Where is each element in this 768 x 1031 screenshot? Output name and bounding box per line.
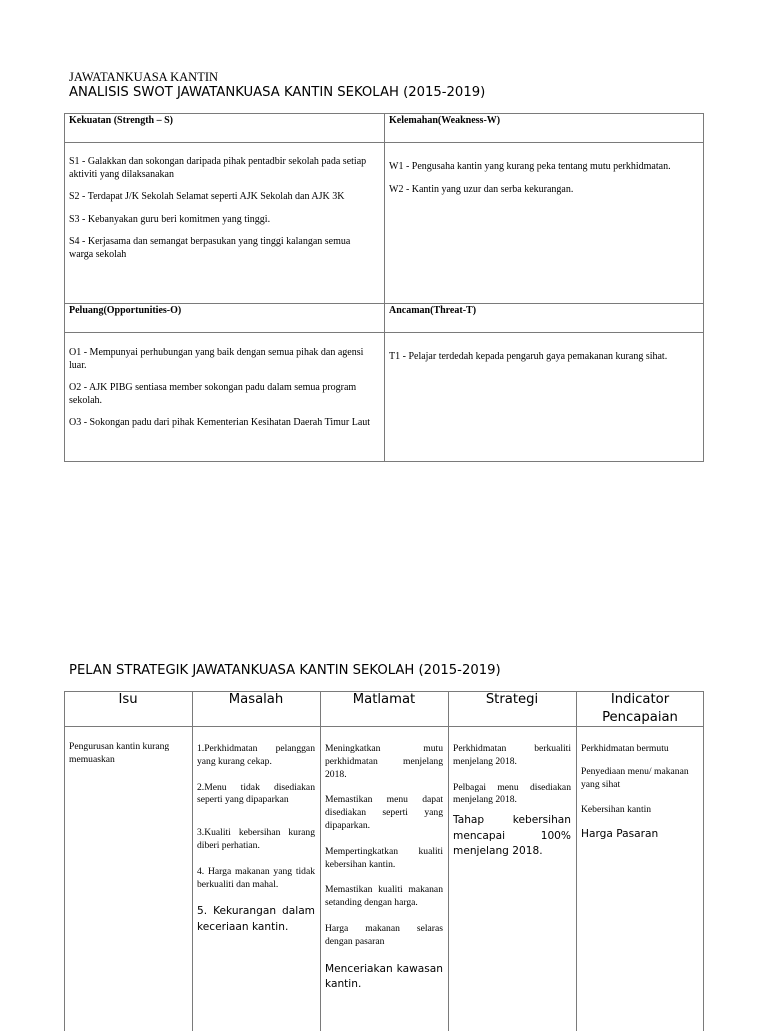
- table-border: [703, 691, 704, 1031]
- indicator-item: Penyediaan menu/ makanan yang sihat: [581, 765, 689, 790]
- isu-item: Pengurusan kantin kurang memuaskan: [69, 741, 170, 765]
- table-border: [64, 691, 65, 1031]
- threats-list: [389, 351, 679, 374]
- strategi-item: Pelbagai menu disediakan menjelang 2018.: [453, 781, 571, 806]
- strengths-header: Kekuatan (Strength – S): [69, 115, 173, 126]
- table-border: [192, 691, 193, 1031]
- opportunities-list: [69, 347, 379, 440]
- matlamat-item: Memastikan menu dapat disediakan seperti yang dipaparkan.: [325, 794, 443, 831]
- strength-item: S2 - Terdapat J/K Sekolah Selamat seperti AJK Sekolah dan AJK 3K: [69, 191, 345, 202]
- column-header-masalah: Masalah: [228, 692, 284, 707]
- strategi-item: Tahap kebersihan mencapai 100% menjelang 2018.: [453, 814, 571, 858]
- weakness-item: W2 - Kantin yang uzur dan serba kekurangan.: [389, 183, 574, 195]
- swot-title: ANALISIS SWOT JAWATANKUASA KANTIN SEKOLAH (2015-2019): [69, 85, 486, 100]
- indicator-cell: [581, 743, 699, 856]
- column-header-isu: Isu: [118, 692, 138, 707]
- strength-item: S1 - Galakkan dan sokongan daripada pihak pentadbir sekolah pada setiap aktiviti yang dilaksanakan: [69, 156, 367, 180]
- strength-item: S3 - Kebanyakan guru beri komitmen yang tinggi.: [69, 213, 271, 225]
- weakness-item: W1 - Pengusaha kantin yang kurang peka tentang mutu perkhidmatan.: [389, 161, 671, 172]
- table-border: [64, 113, 65, 462]
- matlamat-item: Mempertingkatkan kualiti kebersihan kantin.: [325, 845, 443, 870]
- opportunity-item: O1 - Mempunyai perhubungan yang baik dengan semua pihak dan agensi luar.: [69, 347, 364, 371]
- opportunity-item: O2 - AJK PIBG sentiasa member sokongan padu dalam semua program sekolah.: [69, 382, 357, 406]
- strengths-list: [69, 156, 374, 271]
- weaknesses-header: Kelemahan(Weakness-W): [389, 115, 501, 126]
- table-border: [320, 691, 321, 1031]
- masalah-item: 1.Perkhidmatan pelanggan yang kurang cekap.: [197, 743, 315, 767]
- masalah-item: 2.Menu tidak disediakan seperti yang dipaparkan: [197, 781, 315, 806]
- table-border: [384, 113, 385, 462]
- plan-title: PELAN STRATEGIK JAWATANKUASA KANTIN SEKOLAH (2015-2019): [69, 663, 501, 678]
- indicator-item: Perkhidmatan bermutu: [581, 743, 669, 754]
- masalah-item: 5. Kekurangan dalam keceriaan kantin.: [197, 905, 315, 933]
- matlamat-cell: [325, 743, 443, 1006]
- masalah-cell: [197, 743, 315, 948]
- matlamat-item: Menceriakan kawasan kantin.: [325, 962, 443, 991]
- matlamat-item: Meningkatkan mutu perkhidmatan menjelang 2018.: [325, 743, 443, 780]
- strategi-cell: [453, 743, 571, 873]
- indicator-item: Kebersihan kantin: [581, 804, 652, 816]
- column-header-matlamat: Matlamat: [352, 692, 416, 707]
- isu-cell: [69, 741, 189, 780]
- threat-item: T1 - Pelajar terdedah kepada pengaruh gaya pemakanan kurang sihat.: [389, 351, 668, 362]
- matlamat-item: Memastikan kualiti makanan setanding dengan harga.: [325, 884, 443, 909]
- strategi-item: Perkhidmatan berkualiti menjelang 2018.: [453, 743, 571, 767]
- threats-header: Ancaman(Threat-T): [389, 305, 477, 316]
- weaknesses-list: [389, 161, 679, 206]
- opportunity-item: O3 - Sokongan padu dari pihak Kementerian Kesihatan Daerah Timur Laut: [69, 417, 371, 428]
- masalah-item: 4. Harga makanan yang tidak berkualiti dan mahal.: [197, 865, 315, 890]
- table-border: [448, 691, 449, 1031]
- indicator-item: Harga Pasaran: [581, 828, 659, 841]
- swot-table: [64, 113, 704, 462]
- matlamat-item: Harga makanan selaras dengan pasaran: [325, 922, 443, 947]
- strength-item: S4 - Kerjasama dan semangat berpasukan yang tinggi kalangan semua warga sekolah: [69, 236, 351, 260]
- column-header-strategi: Strategi: [485, 692, 539, 707]
- opportunities-header: Peluang(Opportunities-O): [69, 305, 182, 316]
- committee-title: JAWATANKUASA KANTIN: [69, 70, 219, 84]
- masalah-item: 3.Kualiti kebersihan kurang diberi perhatian.: [197, 827, 315, 851]
- strategic-plan-table: [64, 691, 704, 1031]
- column-header-indicator: Indicator Pencapaian: [602, 692, 678, 725]
- table-border: [576, 691, 577, 1031]
- table-border: [703, 113, 704, 462]
